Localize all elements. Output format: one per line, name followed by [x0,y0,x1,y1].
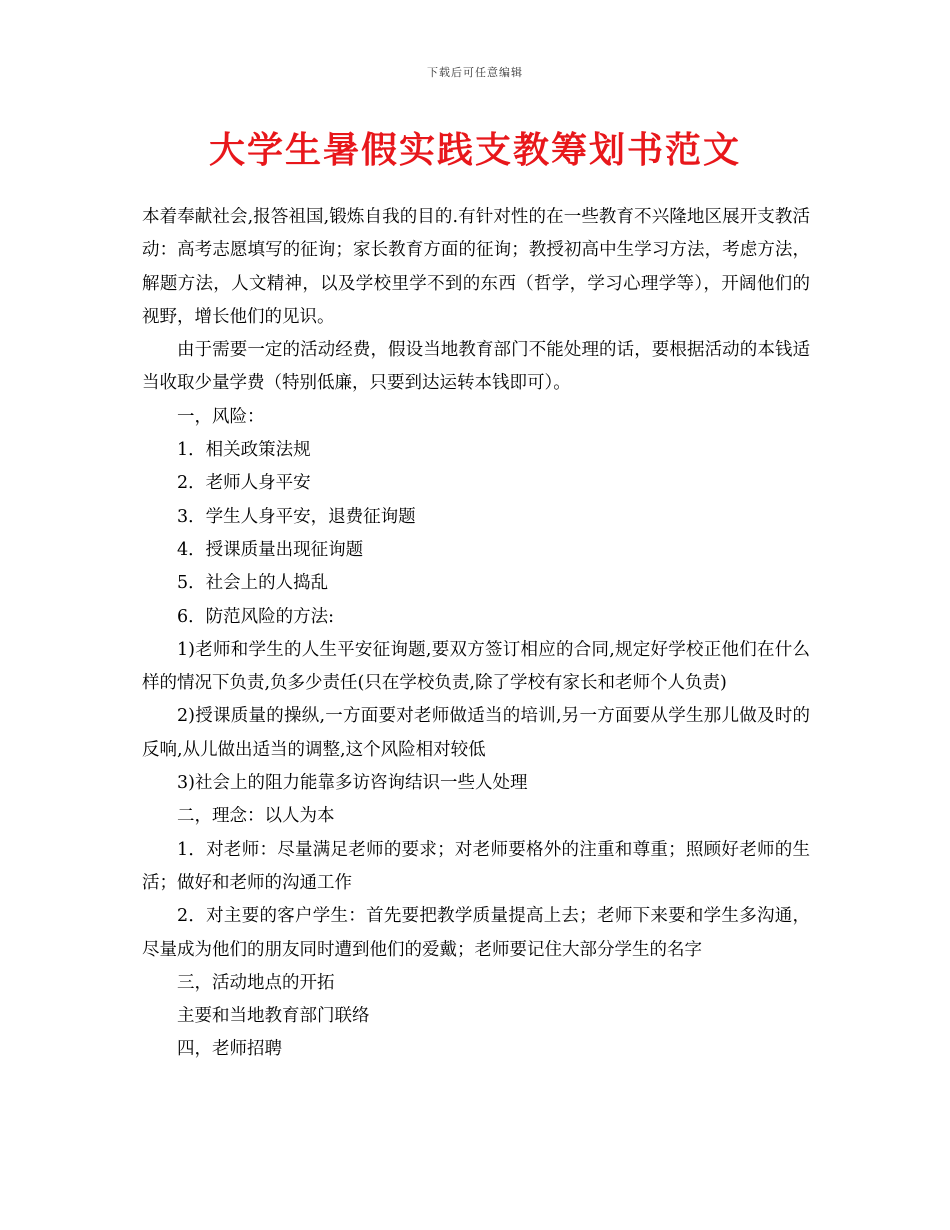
document-title: 大学生暑假实践支教筹划书范文 [208,129,741,171]
paragraph: 2．老师人身平安 [177,473,311,494]
paragraph: 1)老师和学生的人生平安征询题,要双方签订相应的合同,规定好学校正他们在什么样的情况下负责,负多少责任(只在学校负责,除了学校有家长和老师个人负责) [142,639,810,694]
paragraph: 四，老师招聘 [177,1039,282,1060]
paragraph: 由于需要一定的活动经费，假设当地教育部门不能处理的话，要根据活动的本钱适当收取少量学费（特别低廉，只要到达运转本钱即可）。 [142,340,810,394]
paragraph: 3)社会上的阻力能靠多访咨询结识一些人处理 [177,773,528,794]
paragraph: 4．授课质量出现征询题 [177,539,364,560]
paragraph: 2)授课质量的操纵,一方面要对老师做适当的培训,另一方面要从学生那儿做及时的反响,从儿做出适当的调整,这个风险相对较低 [142,706,810,760]
paragraph: 二，理念：以人为本 [177,806,335,827]
paragraph: 5．社会上的人捣乱 [177,573,329,594]
document-body [142,201,810,1067]
paragraph: 1．对老师：尽量满足老师的要求；对老师要格外的注重和尊重；照顾好老师的生活；做好和老师的沟通工作 [142,839,810,893]
paragraph: 主要和当地教育部门联络 [177,1006,370,1027]
paragraph: 本着奉献社会,报答祖国,锻炼自我的目的.有针对性的在一些教育不兴隆地区展开支教活动：高考志愿填写的征询；家长教育方面的征询；教授初高中生学习方法，考虑方法，解题方法，人文精神，以及学校里学不到的东西（哲学，学习心理学等），开阔他们的视野，增长他们的见识。 [142,207,810,327]
paragraph: 3．学生人身平安，退费征询题 [177,506,416,527]
paragraph: 6．防范风险的方法: [177,606,335,627]
paragraph: 1．相关政策法规 [177,440,311,461]
paragraph: 一，风险： [177,406,265,427]
paragraph: 三，活动地点的开拓 [177,972,335,993]
header-note: 下载后可任意编辑 [427,66,523,79]
paragraph: 2．对主要的客户学生：首先要把教学质量提高上去；老师下来要和学生多沟通，尽量成为他们的朋友同时遭到他们的爱戴；老师要记住大部分学生的名字 [142,906,810,960]
